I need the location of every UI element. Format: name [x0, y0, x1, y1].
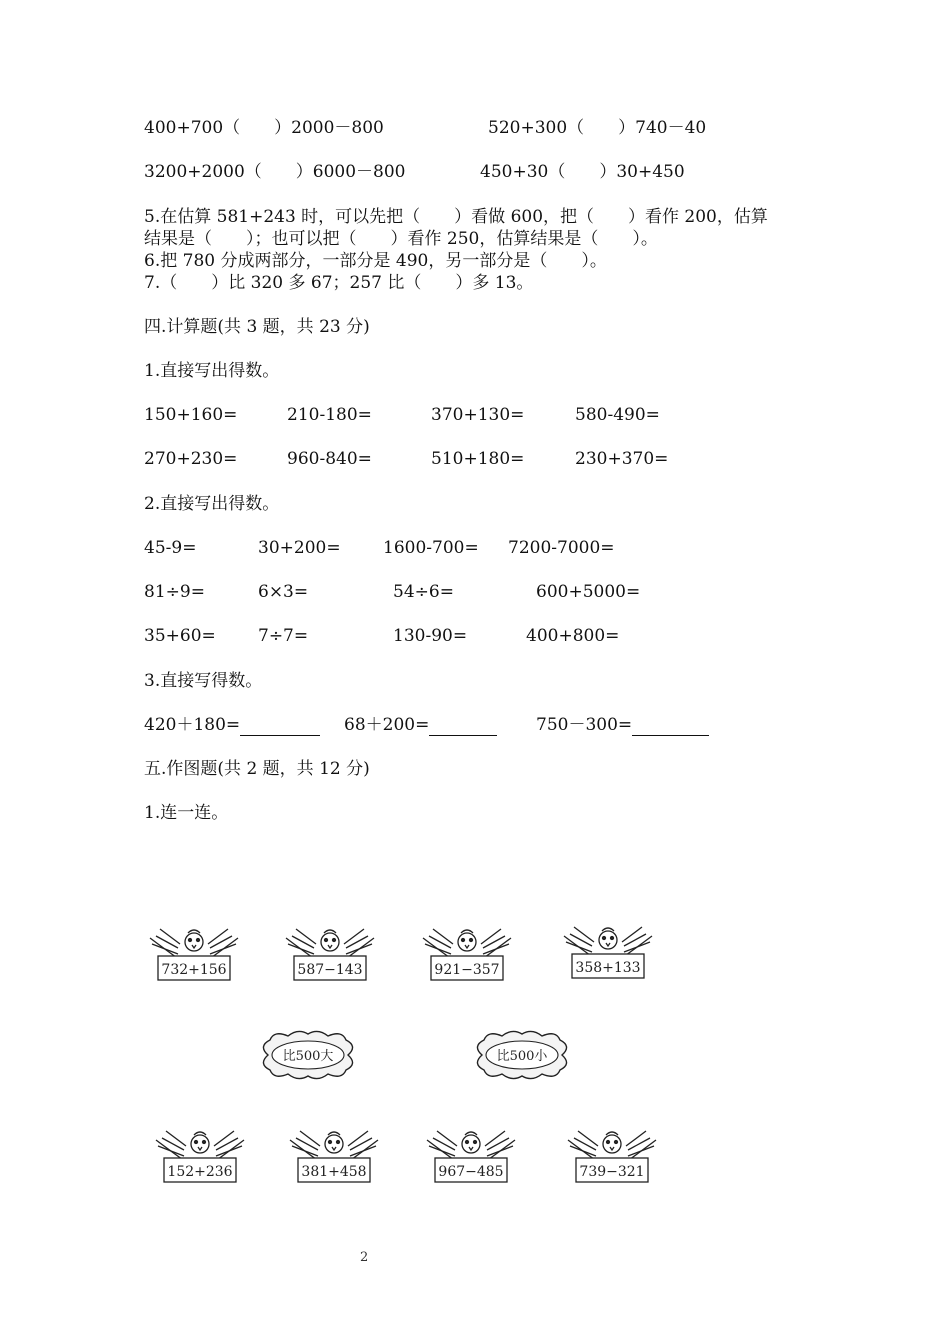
- calc-blank-item: [144, 714, 320, 736]
- section-5-title: 五.作图题(共 2 题，共 12 分): [144, 759, 370, 779]
- calc-item: 230+370=: [575, 449, 669, 469]
- section-4-q2-title: 2.直接写出得数。: [144, 494, 280, 514]
- bird-card[interactable]: [421, 924, 513, 988]
- bird-expression: 732+156: [161, 962, 227, 978]
- bird-card[interactable]: [288, 1126, 380, 1190]
- answer-blank[interactable]: [429, 717, 497, 736]
- calc-item: 35+60=: [144, 626, 216, 646]
- bird-expression: 739−321: [579, 1164, 645, 1180]
- answer-blank[interactable]: [632, 717, 709, 736]
- compare-row2-right: 450+30（ ）30+450: [480, 162, 685, 182]
- calc-item: 45-9=: [144, 538, 197, 558]
- answer-blank[interactable]: [240, 717, 320, 736]
- calc-blank-item: [344, 714, 497, 736]
- calc-item: 54÷6=: [393, 582, 454, 602]
- calc-item: 600+5000=: [536, 582, 641, 602]
- page-number: 2: [360, 1250, 369, 1265]
- calc-item: 6×3=: [258, 582, 309, 602]
- calc-item: 960-840=: [287, 449, 372, 469]
- section-4-q3-title: 3.直接写得数。: [144, 671, 263, 691]
- compare-row2-left: 3200+2000（ ）6000－800: [144, 162, 406, 182]
- calc-item: 150+160=: [144, 405, 238, 425]
- question-5-line1: 5.在估算 581+243 时，可以先把（ ）看做 600，把（ ）看作 200，估算: [144, 207, 768, 227]
- calc-item: 130-90=: [393, 626, 468, 646]
- calc-expression: 750－300=: [536, 715, 633, 735]
- bird-expression: 587−143: [297, 962, 363, 978]
- bird-expression: 358+133: [575, 960, 641, 976]
- calc-item: 510+180=: [431, 449, 525, 469]
- calc-item: 30+200=: [258, 538, 341, 558]
- calc-item: 7÷7=: [258, 626, 309, 646]
- calc-blank-item: [536, 714, 709, 736]
- question-7: 7.（ ）比 320 多 67；257 比（ ）多 13。: [144, 273, 534, 293]
- calc-expression: 68＋200=: [344, 715, 430, 735]
- flower-label: 比500小: [496, 1049, 548, 1064]
- section-4-q1-title: 1.直接写出得数。: [144, 361, 280, 381]
- calc-item: 81÷9=: [144, 582, 205, 602]
- flower-target[interactable]: [254, 1028, 362, 1082]
- question-5-line2: 结果是（ ）；也可以把（ ）看作 250，估算结果是（ ）。: [144, 229, 658, 249]
- calc-item: 270+230=: [144, 449, 238, 469]
- bird-card[interactable]: [284, 924, 376, 988]
- bird-expression: 921−357: [434, 962, 500, 978]
- bird-card[interactable]: [562, 922, 654, 986]
- bird-card[interactable]: [425, 1126, 517, 1190]
- calc-item: 1600-700=: [383, 538, 479, 558]
- section-5-q1-title: 1.连一连。: [144, 803, 229, 823]
- bird-card[interactable]: [566, 1126, 658, 1190]
- calc-item: 7200-7000=: [508, 538, 615, 558]
- compare-row1-right: 520+300（ ）740－40: [488, 118, 707, 138]
- calc-item: 400+800=: [526, 626, 620, 646]
- bird-expression: 152+236: [167, 1164, 233, 1180]
- flower-label: 比500大: [282, 1049, 334, 1064]
- bird-expression: 967−485: [438, 1164, 504, 1180]
- flower-target[interactable]: [468, 1028, 576, 1082]
- question-6: 6.把 780 分成两部分，一部分是 490，另一部分是（ ）。: [144, 251, 607, 271]
- compare-row1-left: 400+700（ ）2000－800: [144, 118, 384, 138]
- bird-expression: 381+458: [301, 1164, 367, 1180]
- calc-expression: 420＋180=: [144, 715, 241, 735]
- section-4-title: 四.计算题(共 3 题，共 23 分): [144, 317, 370, 337]
- bird-card[interactable]: [148, 924, 240, 988]
- calc-item: 370+130=: [431, 405, 525, 425]
- calc-item: 580-490=: [575, 405, 660, 425]
- calc-item: 210-180=: [287, 405, 372, 425]
- bird-card[interactable]: [154, 1126, 246, 1190]
